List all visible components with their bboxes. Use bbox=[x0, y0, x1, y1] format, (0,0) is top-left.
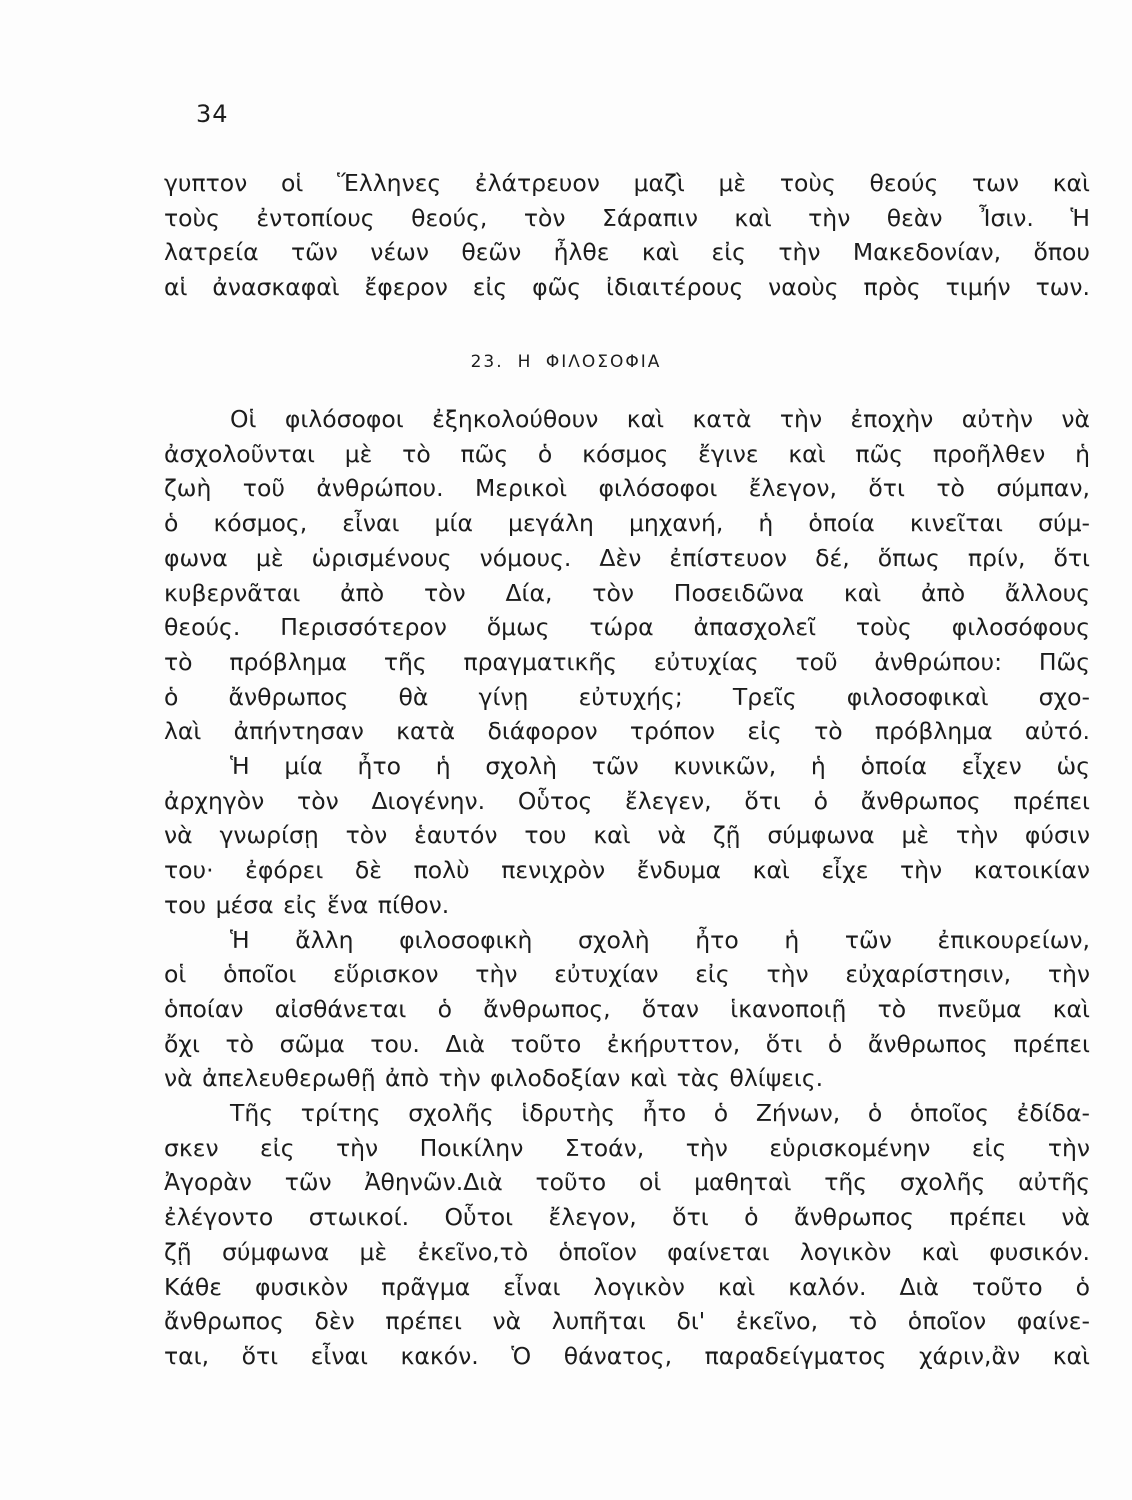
top-paragraph bbox=[164, 166, 1090, 305]
text-line: Ἀγορὰν τῶν Ἀθηνῶν.Διὰ τοῦτο οἱ μαθηταὶ τῆς σχολῆς αὐτῆς bbox=[164, 1168, 1090, 1197]
text-line: ὁ κόσμος, εἶναι μία μεγάλη μηχανή, ἡ ὁποία κινεῖται σύμ- bbox=[164, 509, 1090, 538]
text-line: σκεν εἰς τὴν Ποικίλην Στοάν, τὴν εὑρισκομένην εἰς τὴν bbox=[164, 1133, 1090, 1162]
text-line: ἐλέγοντο στωικοί. Οὗτοι ἔλεγον, ὅτι ὁ ἄνθρωπος πρέπει νὰ bbox=[164, 1203, 1090, 1232]
section-number: 23. bbox=[470, 352, 504, 372]
text-line: Ἡ ἄλλη φιλοσοφικὴ σχολὴ ἦτο ἡ τῶν ἐπικουρείων, bbox=[230, 925, 1090, 954]
text-line: κυβερνᾶται ἀπὸ τὸν Δία, τὸν Ποσειδῶνα καὶ ἀπὸ ἄλλους bbox=[164, 578, 1090, 607]
text-line: αἱ ἀνασκαφαὶ ἔφερον εἰς φῶς ἰδιαιτέρους ναοὺς πρὸς τιμήν των. bbox=[164, 273, 1090, 302]
text-line: ζωὴ τοῦ ἀνθρώπου. Μερικοὶ φιλόσοφοι ἔλεγον, ὅτι τὸ σύμπαν, bbox=[164, 474, 1090, 503]
text-line: νὰ γνωρίσῃ τὸν ἑαυτόν του καὶ νὰ ζῇ σύμφωνα μὲ τὴν φύσιν bbox=[164, 821, 1090, 850]
text-line: λαὶ ἀπήντησαν κατὰ διάφορον τρόπον εἰς τὸ πρόβλημα αὐτό. bbox=[164, 717, 1090, 746]
text-line: ται, ὅτι εἶναι κακόν. Ὁ θάνατος, παραδείγματος χάριν,ἂν καὶ bbox=[164, 1341, 1090, 1370]
text-line: του μέσα εἰς ἕνα πίθον. bbox=[164, 890, 450, 919]
text-line: Κάθε φυσικὸν πρᾶγμα εἶναι λογικὸν καὶ καλόν. Διὰ τοῦτο ὁ bbox=[164, 1272, 1090, 1301]
text-line: ζῇ σύμφωνα μὲ ἐκεῖνο,τὸ ὁποῖον φαίνεται λογικὸν καὶ φυσικόν. bbox=[164, 1237, 1090, 1266]
text-line: ἀσχολοῦνται μὲ τὸ πῶς ὁ κόσμος ἔγινε καὶ πῶς προῆλθεν ἡ bbox=[164, 439, 1090, 468]
text-line: Ἡ μία ἦτο ἡ σχολὴ τῶν κυνικῶν, ἡ ὁποία εἶχεν ὡς bbox=[230, 752, 1090, 781]
text-line: Οἱ φιλόσοφοι ἐξηκολούθουν καὶ κατὰ τὴν ἐποχὴν αὐτὴν νὰ bbox=[230, 405, 1090, 433]
text-line: τὸ πρόβλημα τῆς πραγματικῆς εὐτυχίας τοῦ ἀνθρώπου: Πῶς bbox=[164, 647, 1090, 676]
section-title: Η ΦΙΛΟΣΟΦΙΑ bbox=[517, 352, 662, 372]
text-line: οἱ ὁποῖοι εὕρισκον τὴν εὐτυχίαν εἰς τὴν εὐχαρίστησιν, τὴν bbox=[164, 960, 1090, 989]
text-line: νὰ ἀπελευθερωθῇ ἀπὸ τὴν φιλοδοξίαν καὶ τὰς θλίψεις. bbox=[164, 1064, 824, 1093]
text-line: ὁποίαν αἰσθάνεται ὁ ἄνθρωπος, ὅταν ἱκανοποιῇ τὸ πνεῦμα καὶ bbox=[164, 994, 1090, 1023]
text-line: θεούς. Περισσότερον ὅμως τώρα ἀπασχολεῖ τοὺς φιλοσόφους bbox=[164, 613, 1090, 642]
text-line: γυπτον οἱ Ἕλληνες ἐλάτρευον μαζὶ μὲ τοὺς θεούς των καὶ bbox=[164, 169, 1090, 197]
text-line: ὁ ἄνθρωπος θὰ γίνῃ εὐτυχής; Τρεῖς φιλοσοφικαὶ σχο- bbox=[164, 682, 1090, 711]
text-line: ὄχι τὸ σῶμα του. Διὰ τοῦτο ἐκήρυττον, ὅτι ὁ ἄνθρωπος πρέπει bbox=[164, 1029, 1090, 1058]
text-line: ἄνθρωπος δὲν πρέπει νὰ λυπῆται δι' ἐκεῖνο, τὸ ὁποῖον φαίνε- bbox=[164, 1307, 1090, 1336]
text-line: λατρεία τῶν νέων θεῶν ἦλθε καὶ εἰς τὴν Μακεδονίαν, ὅπου bbox=[164, 238, 1090, 267]
text-line: ἀρχηγὸν τὸν Διογένην. Οὗτος ἔλεγεν, ὅτι ὁ ἄνθρωπος πρέπει bbox=[164, 786, 1090, 815]
section-body bbox=[164, 402, 1090, 1374]
page-number: 34 bbox=[196, 100, 229, 128]
text-line: Τῆς τρίτης σχολῆς ἱδρυτὴς ἦτο ὁ Ζήνων, ὁ ὁποῖος ἐδίδα- bbox=[230, 1099, 1090, 1128]
text-line: τοὺς ἐντοπίους θεούς, τὸν Σάραπιν καὶ τὴν θεὰν Ἶσιν. Ἡ bbox=[164, 203, 1090, 232]
text-line: του· ἐφόρει δὲ πολὺ πενιχρὸν ἔνδυμα καὶ εἶχε τὴν κατοικίαν bbox=[164, 856, 1090, 885]
text-line: φωνα μὲ ὡρισμένους νόμους. Δὲν ἐπίστευον δέ, ὅπως πρίν, ὅτι bbox=[164, 543, 1090, 572]
section-heading bbox=[0, 352, 1132, 372]
